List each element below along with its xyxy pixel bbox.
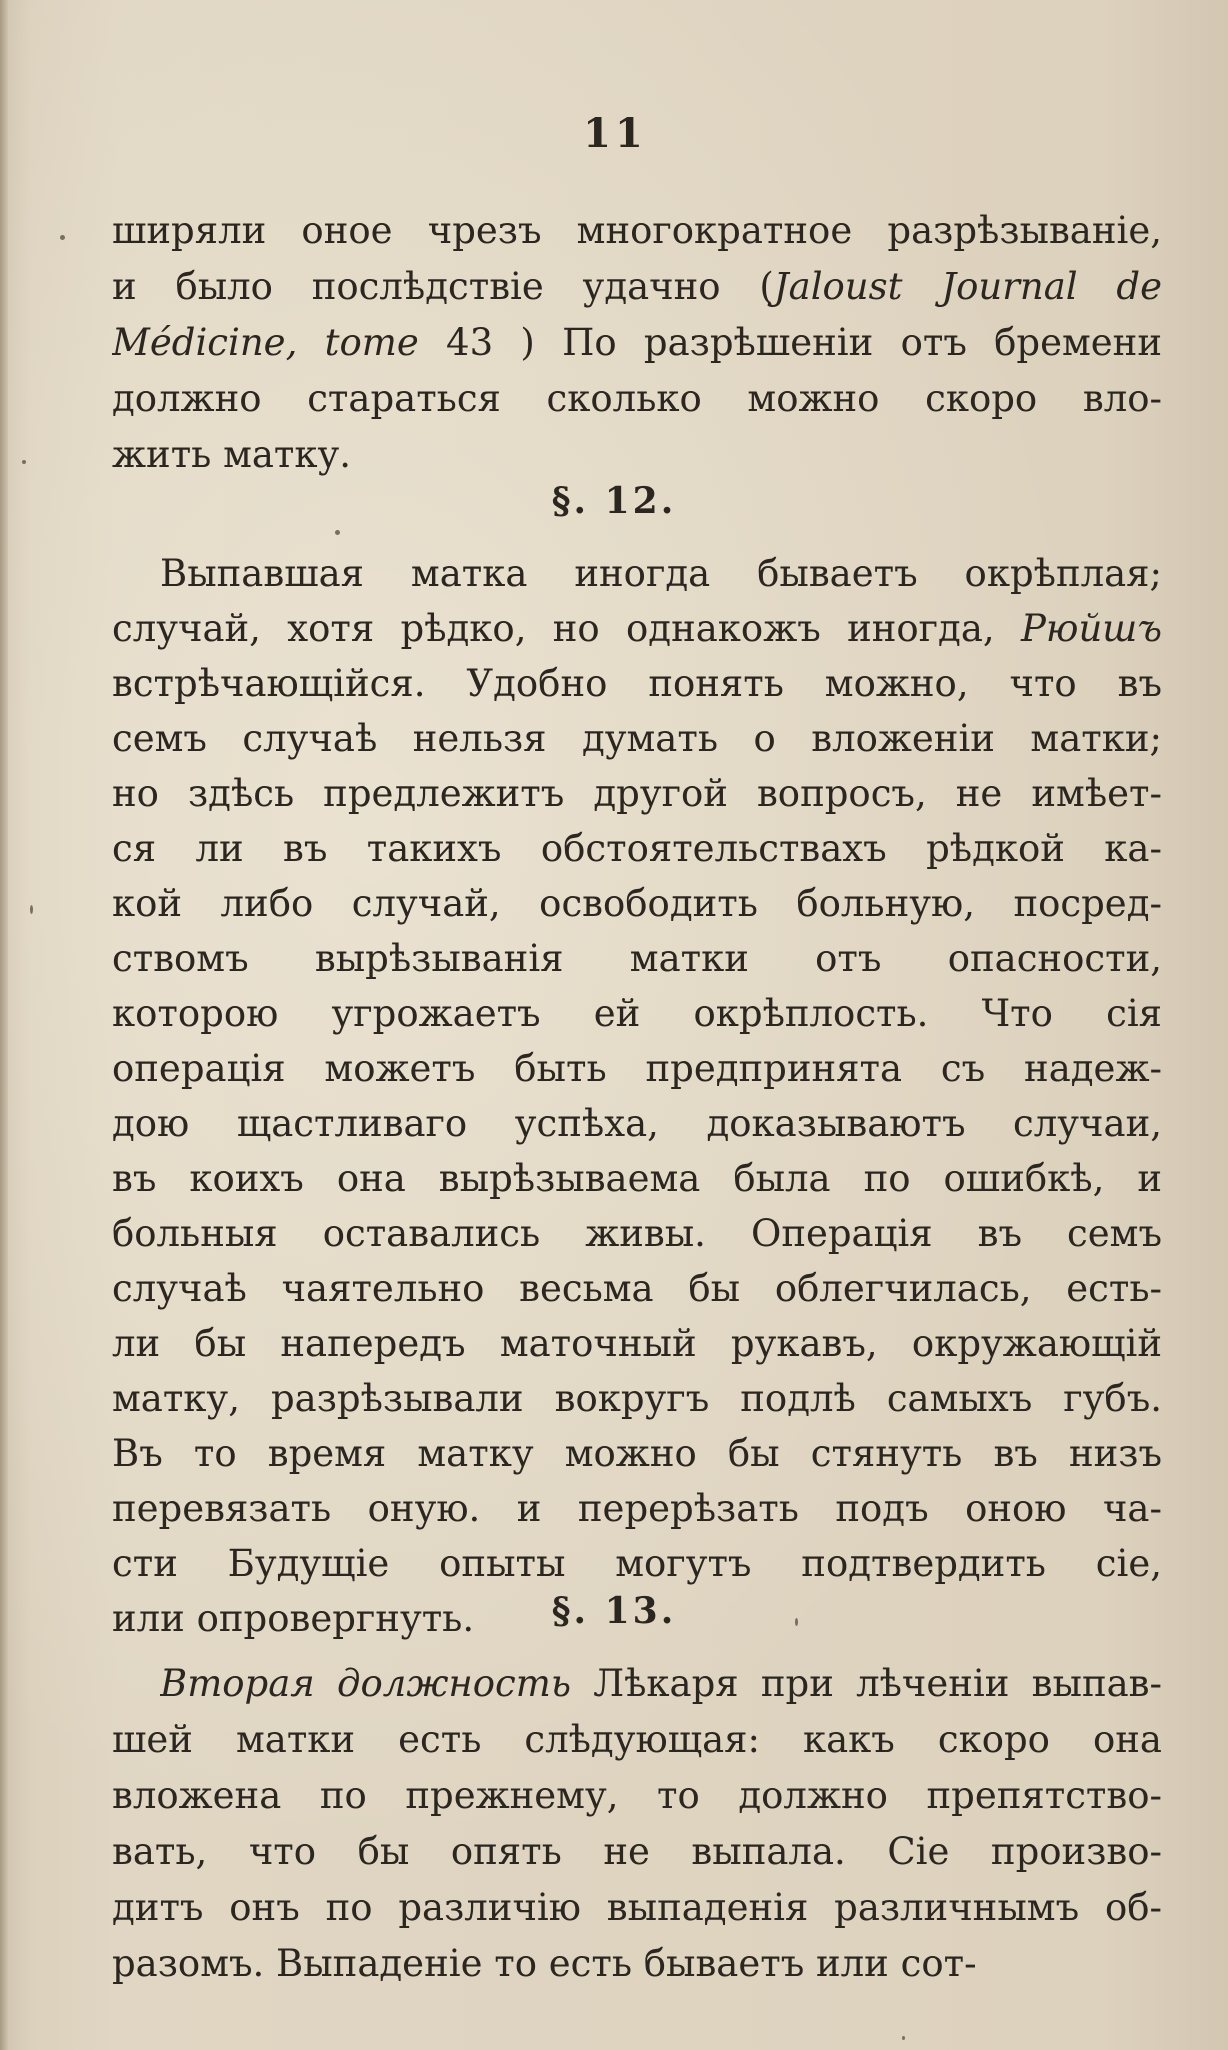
section-13-heading: §. 13. (551, 1590, 677, 1632)
page-number: 11 (583, 110, 647, 157)
section-13-line: шей матки есть слѣдующая: какъ скоро она (112, 1718, 1162, 1761)
paragraph-1-line: Médicine, tome 43 ) По разрѣшенiи отъ бремени (112, 321, 1162, 364)
section-12-line: семъ случаѣ нельзя думать о вложенiи матки; (112, 717, 1162, 760)
section-12-line: но здѣсь предлежитъ другой вопросъ, не имѣет- (112, 772, 1162, 815)
section-12-line: сти Будущiе опыты могутъ подтвердить сiе, (112, 1542, 1162, 1585)
section-12-line: Выпавшая матка иногда бываетъ окрѣплая; (160, 552, 1162, 595)
section-12-line: кой либо случай, освободить больную, посред- (112, 882, 1162, 925)
section-12-line: случаѣ чаятельно весьма бы облегчилась, есть- (112, 1267, 1162, 1310)
paragraph-1-line: жить матку. (112, 433, 352, 476)
section-12-line: случай, хотя рѣдко, но однакожъ иногда, Рюйшъ (112, 607, 1162, 650)
section-12-line: больныя оставались живы. Операцiя въ семъ (112, 1212, 1162, 1255)
section-12-line: которою угрожаетъ ей окрѣплость. Что сiя (112, 992, 1162, 1035)
section-13-line: дитъ онъ по различiю выпаденiя различнымъ об- (112, 1886, 1162, 1929)
paragraph-1-line: должно стараться сколько можно скоро вло- (112, 377, 1162, 420)
section-13-line: вложена по прежнему, то должно препятство- (112, 1774, 1162, 1817)
paragraph-1-line: ширяли оное чрезъ многократное разрѣзыванiе, (112, 209, 1162, 252)
section-12-line: ствомъ вырѣзыванiя матки отъ опасности, (112, 937, 1162, 980)
paragraph-1-line: и было послѣдствiе удачно (Jaloust Journal de (112, 265, 1162, 308)
section-12-line: матку, разрѣзывали вокругъ подлѣ самыхъ губъ. (112, 1377, 1162, 1420)
section-13-line: вать, что бы опять не выпала. Сiе произво- (112, 1830, 1162, 1873)
section-12-line: перевязать оную. и перерѣзать подъ оною ча- (112, 1487, 1162, 1530)
section-12-line: ся ли въ такихъ обстоятельствахъ рѣдкой ка- (112, 827, 1162, 870)
section-12-line: ли бы напередъ маточный рукавъ, окружающiй (112, 1322, 1162, 1365)
section-13-line: разомъ. Выпаденiе то есть бываетъ или сот- (112, 1942, 977, 1985)
section-12-line: или опровергнуть. (112, 1597, 475, 1640)
section-13-line: Вторая должность Лѣкаря при лѣченiи выпав- (160, 1662, 1162, 1705)
section-12-line: въ коихъ она вырѣзываема была по ошибкѣ, и (112, 1157, 1162, 1200)
section-12-line: встрѣчающiйся. Удобно понять можно, что въ (112, 662, 1162, 705)
section-12-line: операцiя можетъ быть предпринята съ надеж- (112, 1047, 1162, 1090)
section-12-line: дою щастливаго успѣха, доказываютъ случаи, (112, 1102, 1162, 1145)
section-12-line: Въ то время матку можно бы стянуть въ низъ (112, 1432, 1162, 1475)
section-12-heading: §. 12. (551, 480, 677, 522)
